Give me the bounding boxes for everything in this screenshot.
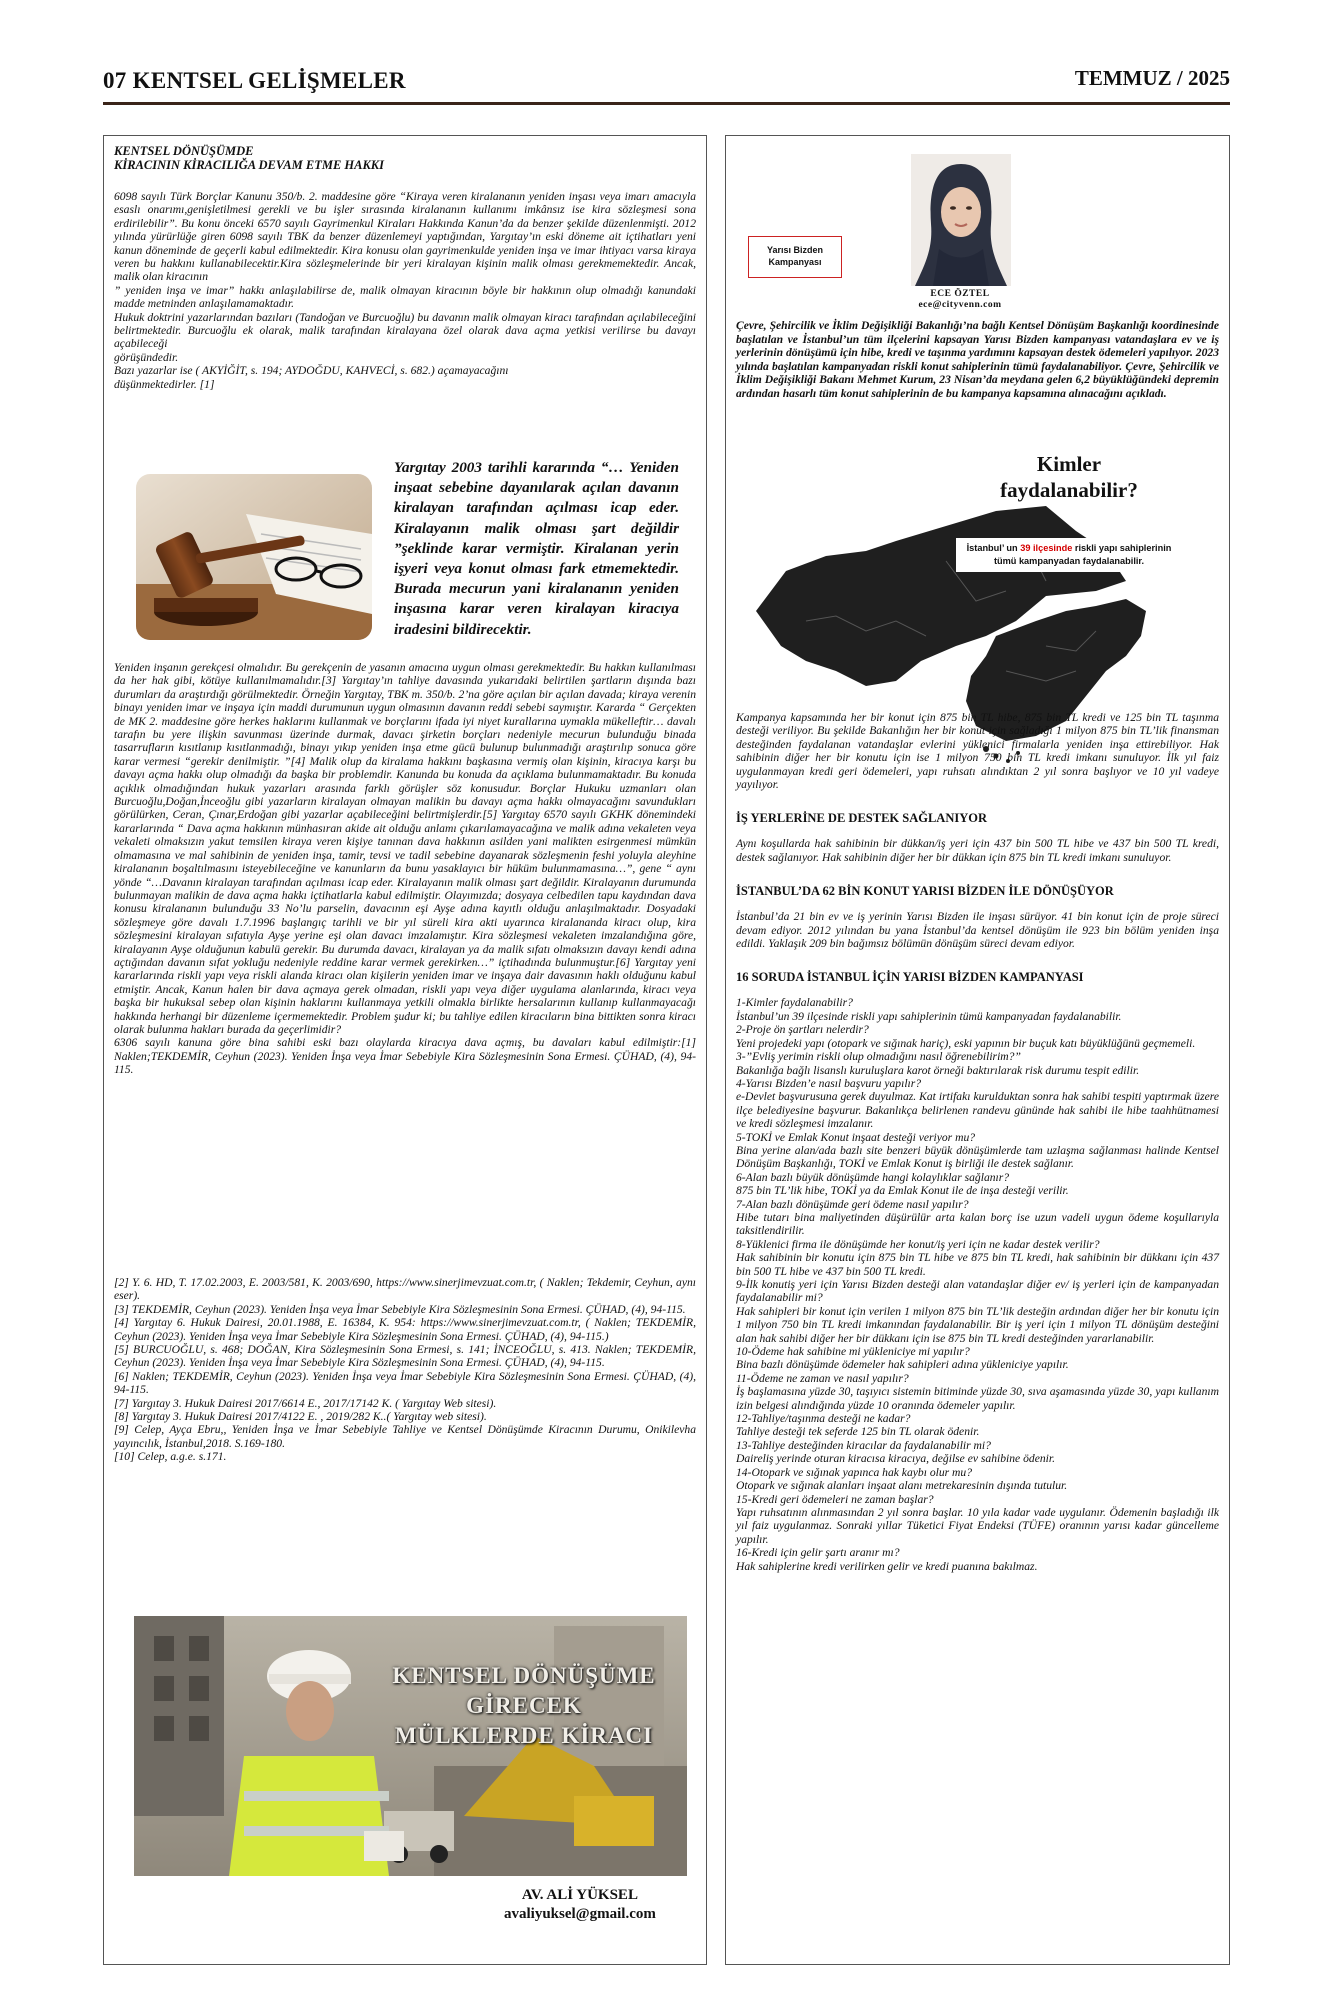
pull-quote: Yargıtay 2003 tarihli kararında “… Yeniden inşaat sebebine dayanılarak açılan davanın kiralayan tarafından açılması icap eder. Kiralayanın malik olması şart değildir ”şeklinde karar vermiştir. Kiralanan yerin işyeri veya konut olması fark etmemektedir. Burada mecurun yani kiralananın yeniden inşasına karar veren kiralayan kiracıya iradesini bildirecektir. [394, 459, 679, 638]
qa-line: Hak sahibinin bir konutu için 875 bin TL hibe ve 875 bin TL kredi, hak sahibinin bir dükkanı için 437 bin 500 TL hibe ve 437 bin 500 TL kredi. [736, 1251, 1219, 1278]
article-title-line2: KİRACININ KİRACILIĞA DEVAM ETME HAKKI [114, 158, 385, 172]
left-article-body [114, 661, 696, 1077]
qa-line: 13-Tahliye desteğinden kiracılar da faydalanabilir mi? [736, 1438, 991, 1452]
qa-line: 16-Kredi için gelir şartı aranır mı? [736, 1546, 900, 1560]
qa-list [736, 996, 1219, 1572]
paragraph: İstanbul’da 21 bin ev ve iş yerinin Yarısı Bizden ile inşası sürüyor. 41 bin konut için de proje süreci devam ediyor. 2012 yılından bu yana İstanbul’da kentsel dönüşüm ile 923 bin bölüm yeniden inşa edildi. Yaklaşık 209 bin bağımsız bölümün dönüşüm süreci devam ediyor. [736, 910, 1219, 951]
qa-line: Bakanlığa bağlı lisanslı kuruluşlara karot örneği baktırılarak risk durumu tespit edilir. [736, 1063, 1140, 1077]
qa-line: Bina bazlı dönüşümde ödemeler hak sahipleri adına yükleniciye yapılır. [736, 1358, 1069, 1372]
qa-line: İş başlamasına yüzde 30, taşıyıcı sistemin bitiminde yüzde 30, sıva aşamasında yüzde 30, yapı kullanım izin belgesi alındığında yüzde 10 oranında ödemeler yapılır. [736, 1385, 1219, 1412]
qa-line: 8-Yüklenici firma ile dönüşümde her konut/iş yeri için ne kadar destek verilir? [736, 1237, 1100, 1251]
urban-renewal-banner [134, 1616, 687, 1876]
author-name: ECE ÖZTEL [930, 289, 990, 299]
qa-line: 9-İlk konutiş yeri için Yarısı Bizden desteği alan vatandaşlar diğer ev/ iş yerleri için de kampanyadan faydalanabilir mi? [736, 1278, 1219, 1305]
qa-line: Yeni projedeki yapı (otopark ve sığınak hariç), eski yapının bir buçuk katı büyüklüğünü geçmemeli. [736, 1036, 1196, 1050]
campaign-tag [748, 236, 842, 278]
qa-line: 12-Tahliye/taşınma desteği ne kadar? [736, 1412, 911, 1426]
kimler-heading: Kimler faydalanabilir? [1000, 452, 1138, 502]
article-intro: Çevre, Şehircilik ve İklim Değişikliği Bakanlığı’na bağlı Kentsel Dönüşüm Başkanlığı koordinesinde başlatılan ve İstanbul’un tüm ilçelerini kapsayan Yarısı Bizden kampanyası vatandaşlara ev ve iş yerlerinin dönüşümü için hibe, kredi ve taşınma yardımını kapsayan destek ödemeleri yapılıyor. 2023 yılında başlatılan kampanyadan riskli konut sahiplerinin tümü faydalanabiliyor. Çevre, Şehircilik ve İklim Değişikliği Bakanı Mehmet Kurum, 23 Nisan’da meydana gelen 6,2 büyüklüğündeki depremin ardından hasarlı tüm konut sahiplerinin de bu kampanya kapsamına alınacağını açıkladı. [736, 319, 1219, 400]
campaign-tag-line1: Yarısı Bizden [766, 245, 824, 255]
author-email: ece@cityvenn.com [918, 300, 1002, 310]
left-article-text [114, 144, 696, 391]
qa-line: 10-Ödeme hak sahibine mi yükleniciye mi yapılır? [736, 1345, 970, 1359]
qa-line: 5-TOKİ ve Emlak Konut inşaat desteği veriyor mu? [736, 1130, 976, 1144]
qa-line: Bina yerine alan/ada bazlı site benzeri büyük dönüşümlerde tam uzlaşma sağlanması halinde Kentsel Dönüşüm Başkanlığı, TOKİ ve Emlak Konut iş birliği ile destek sağlanır. [736, 1143, 1219, 1171]
qa-line: Hak sahiplerine kredi verilirken gelir ve kredi puanına bakılmaz. [736, 1559, 1038, 1573]
qa-line: 14-Otopark ve sığınak yapınca hak kaybı olur mu? [736, 1465, 973, 1479]
footnote: [8] Yargıtay 3. Hukuk Dairesi 2017/4122 E. , 2019/282 K..( Yargıtay web sitesi). [114, 1410, 487, 1424]
right-article-body [736, 711, 1219, 1573]
map-caption-highlight: 39 ilçesinde [1020, 543, 1073, 553]
qa-line: e-Devlet başvurusuna gerek duyulmaz. Kat irtifakı kurulduktan sonra hak sahibi tespiti yaptırmak üzere ilçe belediyesine başvurur. Bakanlıkça belirlenen randevu gününde hak sahibi ile hibe taahhütnamesi ve kredi sözleşmesi imzalanır. [736, 1090, 1219, 1131]
left-article [103, 135, 707, 1965]
paragraph: 6306 sayılı kanuna göre bina sahibi eski bazı olaylarda kiracıya dava açmış, bu davaları kabul edilmiştir:[1] Naklen;TEKDEMİR, Ceyhun (2023). Yeniden İnşa veya İmar Sebebiyle Kira Sözleşmesinin Sona Ermesi. ÇÜHAD, (4), 94-115. [114, 1036, 696, 1077]
section-heading: İŞ YERLERİNE DE DESTEK SAĞLANIYOR [736, 811, 987, 826]
footnote: [4] Yargıtay 6. Hukuk Dairesi, 20.01.1988, E. 16384, K. 954: https://www.sinerjimevzuat.com.tr, ( Naklen; TEKDEMİR, Ceyhun (2023). Yeniden İnşa veya İmar Sebebiyle Kira Sözleşmesinin Sona Ermesi. ÇÜHAD, (4), 94-115.) [114, 1316, 696, 1343]
article-title-line1: KENTSEL DÖNÜŞÜMDE [114, 144, 254, 158]
qa-line: 11-Ödeme ne zaman ve nasıl yapılır? [736, 1371, 909, 1385]
paragraph: Yeniden inşanın gerekçesi olmalıdır. Bu gerekçenin de yasanın amacına uygun olması gerekmektedir. Bu hakkın kullanılması da her hak gibi, kötüye kullanılmamalıdır.[3] Yargıtay’ın tahliye davasında yukarıdaki belirtilen şartların dışında bazı durumları da araştırdığı görülmektedir. Örneğin Yargıtay, TBK m. 350/b. 2’na göre açılan bir açılan davada; kiraya verenin binayı yeniden imar ve inşaya için maddi durumunun uygun olmasının davanın reddi sebebi saymıştır. Kararda “ Gerçekten de MK 2. maddesine göre herkes haklarını kullanmak ve borçlarını ifada iyi niyet kurallarına uymakla mükelleftir… davalı tarafın bu yere ilişkin savunması üzerinde durmak, davacı şirketin borçları nedeniyle mecurun bulunduğu binada tasarrufların kısıtlanıp kısıtlanmadığı, binayı yıkıp yeniden inşa etme gücü bulunup bulunmadığı araştırılıp sonuca göre karar vermesi “gerekir denilmiştir. ”[4] Malik olup da kiralama hakkını başkasına vermiş olan kişinin, kiracıya karşı bu davayı açma hakkı olup olmadığı da başka bir problemdir. Kanunda bu konuda da açıklama bulunmamaktadır. Bu konuda açıklık olmadığından hukuk yazarları arasında farklı görüşler söz konusudur. Borçlar Hukuku uzmanları olan Burcuoğlu,Doğan,İnceoğlu gibi yazarların kiralayan olmayan malikin bu davayı açma hakkı olmayacağını savundukları görülürken, Ceran, Çınar,Erdoğan gibi yazarlar açabileceğini belirtmişlerdir.[5] Yargıtay 6570 sayılı GKHK dönemindeki kararlarında “ Dava açma hakkının münhasıran akide ait olduğu anlamı çıkarılamayacağına ve malik adına vekaleten veya vekaleti olmaksızın yakut temsilen kiraya veren kişiye tanınan dava hakkının asilden yani malikten esirgenmesi mümkün olmamasına ve mal sahibinin de yeniden inşa, tamir, tevsi ve tadil sebebine dayanarak sözleşmenin feshi yoluyla aleyhine kiralananın boşaltılmasını isteyebileceğine ve kanunların da bunu yasaklayıcı bir hüküm bulunmamasına…”, gene “ aynı yönde “…Davanın kiralayan tarafından açılması icap eder. Kiralayanın malik olması şart değildir. Kiralayanın durumunda bulunmayan malikin de dava açma hakkı içtihatlarla kabul edilmiştir. Olayımızda; dosyaya celbedilen tapu kaydından dava konusu kiralananın bulunduğu 33 No’lu parselin, davacının eşi Ayşe adına kayıtlı olduğu anlaşılmaktadır. Dosyadaki sözleşmeye göre davalı 1.7.1996 başlangıç tarihli ve bir yıl süreli kira akti uyarınca kiralananda kiracı olup, kira sözleşmesini kiralayan sıfatıyla Ayşe yerine eşi olan davacı imzalamıştır. Kira sözleşmesi vekaleten imzalandığına göre, kiralayanın Ayşe olduğunun kabulü gerekir. Bu durumda davacı, kiralayan ya da malik sıfatı olmaksızın davayı kendi adına açtığından davanın sıfat yokluğu nedeniyle reddine karar vermek gerekirken…” içtihadında bulunmuştur.[6] Yargıtay yeni kararlarında riskli yapı veya riskli alanda kiracı olan kişilerin yeniden imar ve inşaya dair davasının haklı olduğunu kabul etmiştir. Ancak, Kanun halen bir dava açmaya gerek olmadan, riskli yapı veya diğer uygulama alanlarında, kiracı veya başka bir hukuksal sebep olan kişinin haklarını kullanmaya yetkili olmakla birlikte hersalarının kullanıp kullanmayacağı hakkında herhangi bir düzenleme içermemektedir. Problem şudur ki; bu tahliye edilen kiracıların bina bittikten sonra kiracı olarak bulunma hakları burada da geçerlimidir? [114, 661, 696, 1036]
qa-line: 2-Proje ön şartları nelerdir? [736, 1023, 869, 1037]
footnotes [114, 1276, 696, 1464]
qa-line: İstanbul’un 39 ilçesinde riskli yapı sahiplerinin tümü kampanyadan faydalanabilir. [736, 1009, 1122, 1023]
header-rule [103, 102, 1230, 105]
section-title: 07 KENTSEL GELİŞMELER [103, 68, 406, 93]
qa-line: Yapı ruhsatının alınmasından 2 yıl sonra başlar. 10 yıla kadar vade uygulanır. Ödemenin başladığı ilk yıl faiz uygulanmaz. Sonraki yıllar Tüketici Fiyat Endeksi (TÜFE) oranının yarısı kadar güncelleme yapılır. [736, 1505, 1219, 1546]
section-heading: İSTANBUL’DA 62 BİN KONUT YARISI BİZDEN İLE DÖNÜŞÜYOR [736, 884, 1114, 899]
issue-date: TEMMUZ / 2025 [1074, 66, 1230, 90]
footnote: [9] Celep, Ayça Ebru,, Yeniden İnşa ve İmar Sebebiyle Tahliye ve Kentsel Dönüşümde Kiracının Durumu, Onikilevha yayıncılık, İstanbul,2018. S.169-180. [114, 1423, 696, 1450]
author-name: AV. ALİ YÜKSEL [521, 1887, 638, 1903]
author-email: avaliyuksel@gmail.com [504, 1906, 656, 1922]
map-caption [956, 538, 1182, 572]
banner-title: KENTSEL DÖNÜŞÜME GİRECEK MÜLKLERDE KİRACI [392, 1663, 656, 1748]
qa-line: 3-”Evliş yerimin riskli olup olmadığını nasıl öğrenebilirim?” [736, 1050, 1021, 1064]
paragraph: ” yeniden inşa ve imar” hakkı anlaşılabilirse de, malik olmayan kiracının böyle bir hakkının olup olmadığı kanundaki madde metninden anlaşılamamaktadır. [114, 283, 696, 311]
author-byline [504, 1886, 656, 1924]
footnote: [3] TEKDEMİR, Ceyhun (2023). Yeniden İnşa veya İmar Sebebiyle Kira Sözleşmesinin Sona Ermesi. ÇÜHAD, (4), 94-115. [114, 1302, 686, 1316]
section-heading: 16 SORUDA İSTANBUL İÇİN YARISI BİZDEN KAMPANYASI [736, 970, 1084, 985]
campaign-tag-line2: Kampanyası [768, 257, 822, 267]
qa-line: 875 bin TL’lik hibe, TOKİ ya da Emlak Konut ile de inşa desteği verilir. [736, 1184, 1069, 1198]
qa-line: Otopark ve sığınak alanları inşaat alanı metrekaresinin dışında tutulur. [736, 1479, 1068, 1493]
qa-line: Tahliye desteği tek seferde 125 bin TL olarak ödenir. [736, 1425, 980, 1439]
qa-line: Hibe tutarı bina maliyetinden düşürülür arta kalan borç ise uzun vadeli uygun ödeme koşullarıyla taksitlendirilir. [736, 1210, 1219, 1238]
map-caption-text: riskli yapı sahiplerinin tümü kampanyadan faydalanabilir. [993, 543, 1172, 566]
qa-line: Daireliş yerinde oturan kiracısa kiracıya, değilse ev sahibine ödenir. [736, 1452, 1055, 1466]
gavel-photo [136, 474, 372, 640]
paragraph: Hukuk doktrini yazarlarından bazıları (Tandoğan ve Burcuoğlu) bu davanın malik olmayan kiracı tarafından açılabileceğini belirtmektedir. Burcuoğlu ek olarak, malik tarafından kiralayana özel olarak dava açma yetkisi verilirse bu davayı açabileceği [114, 310, 696, 351]
qa-line: 15-Kredi geri ödemeleri ne zaman başlar? [736, 1492, 934, 1506]
author-photo [911, 154, 1011, 286]
qa-line: 7-Alan bazlı dönüşümde geri ödeme nasıl yapılır? [736, 1197, 969, 1211]
author-byline [854, 289, 1066, 311]
qa-line: 4-Yarısı Bizden’e nasıl başvuru yapılır? [736, 1076, 922, 1090]
article-title [114, 144, 696, 172]
paragraph: görüşündedir. [114, 350, 179, 364]
qa-line: 1-Kimler faydalanabilir? [736, 996, 853, 1010]
paragraph: Bazı yazarlar ise ( AKYİĞİT, s. 194; AYDOĞDU, KAHVECİ, s. 682.) açamayacağını [114, 364, 509, 378]
footnote: [7] Yargıtay 3. Hukuk Dairesi 2017/6614 E., 2017/17142 K. ( Yargıtay Web sitesi). [114, 1396, 497, 1410]
paragraph: Kampanya kapsamında her bir konut için 875 bin TL hibe, 875 bin TL kredi ve 125 bin TL taşınma desteği veriliyor. Bu şekilde Bakanlığın her bir konut için sağladığı 1 milyon 875 bin TL’lik finansman desteğinden faydalanan vatandaşlar evlerini yüklenici firmalarla yeniden inşa ettirebiliyor. Hak sahibinin diğer her bir konutu için ise 1 milyon 750 bin TL kredi imkanı sunuluyor. İlk yıl faiz uygulanmayan kredi geri ödemeleri, yapı ruhsatı alındıktan 2 yıl sonra başlıyor ve 10 yıl vadeye yayılıyor. [736, 711, 1219, 792]
qa-line: Hak sahipleri bir konut için verilen 1 milyon 875 bin TL’lik desteğin ardından diğer her bir konutu için 1 milyon 750 bin TL kredi imkanından faydalanabilir. Bir iş yeri için 1 milyon TL dönüşüm desteğini alan hak sahibi diğer her bir dükkanı için ise 875 bin TL kredi desteğinden yararlanabilir. [736, 1304, 1219, 1345]
footnote: [2] Y. 6. HD, T. 17.02.2003, E. 2003/581, K. 2003/690, https://www.sinerjimevzuat.com.tr, ( Naklen; Tekdemir, Ceyhun, aynı eser). [114, 1276, 696, 1303]
paragraph: düşünmektedirler. [1] [114, 377, 215, 391]
qa-line: 6-Alan bazlı büyük dönüşümde hangi kolaylıklar sağlanır? [736, 1170, 1010, 1184]
footnote: [5] BURCUOĞLU, s. 468; DOĞAN, Kira Sözleşmesinin Sona Ermesi, s. 141; İNCEOĞLU, s. 413. Naklen; TEKDEMİR, Ceyhun (2023). Yeniden İnşa veya İmar Sebebiyle Kira Sözleşmesinin Sona Ermesi. ÇÜHAD, (4), 94-115. [114, 1343, 696, 1370]
paragraph: Aynı koşullarda hak sahibinin bir dükkan/iş yeri için 437 bin 500 TL hibe ve 437 bin 500 TL kredi, destek sağlanıyor. Hak sahibinin diğer her bir dükkan için 875 bin TL kredi imkanı sunuluyor. [736, 837, 1219, 864]
paragraph: 6098 sayılı Türk Borçlar Kanunu 350/b. 2. maddesine göre “Kiraya veren kiralananın yeniden inşası veya imarı amacıyla esaslı onarımı,genişletilmesi gerekli ve bu işler sırasında kiralananın kullanımı imkânsız ise kira sözleşmesi sona erdirilebilir”. Bu konu önceki 6570 sayılı Gayrimenkul Kiraları Hakkında Kanun’da da benzer şekilde düzenlenmişti. 2012 yılında yürürlüğe giren 6098 sayılı TBK da benzer düzenlemeyi yaptığından, Yargıtay’ın eski döneme ait içtihatları yeni kanun döneminde de geçerli kabul edilmektedir. Kira konusu olan gayrimenkulde yeniden inşa ve imar ihtiyacı varsa kiraya veren bu hakkını kullanabilecektir.Kira sözleşmelerinde bir yeri kiralayan kişinin malik olması gerekmemektedir. Ancak, malik olan kiracının [114, 190, 696, 284]
footnote: [6] Naklen; TEKDEMİR, Ceyhun (2023). Yeniden İnşa veya İmar Sebebiyle Kira Sözleşmesinin Sona Ermesi. ÇÜHAD, (4), 94-115. [114, 1369, 696, 1397]
footnote: [10] Celep, a.g.e. s.171. [114, 1450, 227, 1464]
right-article [725, 135, 1230, 1965]
map-caption-text: İstanbul’ un [966, 543, 1021, 553]
